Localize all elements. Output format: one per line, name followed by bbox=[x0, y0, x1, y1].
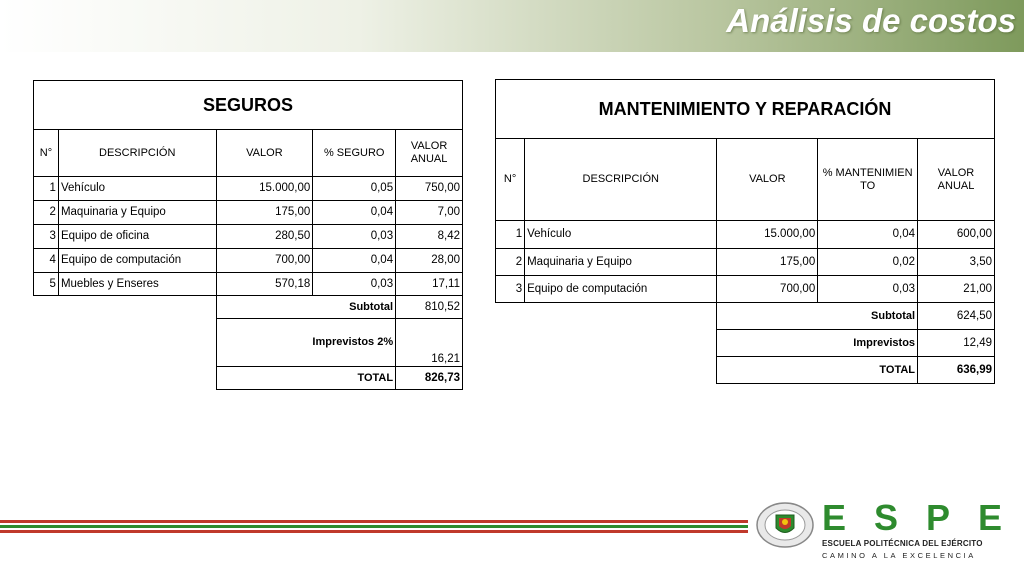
table-row bbox=[34, 273, 463, 296]
page-title: Análisis de costos bbox=[726, 2, 1016, 39]
row-description: Muebles y Enseres bbox=[58, 273, 216, 296]
total-row bbox=[34, 367, 463, 390]
seguros-header-valor: VALOR bbox=[216, 130, 313, 177]
row-number: 1 bbox=[496, 221, 525, 249]
row-percent: 0,04 bbox=[313, 249, 396, 273]
footer-stripes bbox=[0, 520, 748, 536]
row-number: 1 bbox=[34, 177, 59, 201]
footer-stripe-green bbox=[0, 525, 748, 528]
table-row bbox=[496, 221, 995, 249]
total-label: TOTAL bbox=[216, 367, 396, 390]
row-description: Equipo de computación bbox=[525, 276, 717, 303]
row-number: 4 bbox=[34, 249, 59, 273]
table-row bbox=[34, 225, 463, 249]
row-number: 3 bbox=[34, 225, 59, 249]
row-percent: 0,03 bbox=[313, 225, 396, 249]
espe-letter-e-last: E bbox=[977, 497, 1002, 538]
row-annual: 17,11 bbox=[396, 273, 463, 296]
row-description: Vehículo bbox=[525, 221, 717, 249]
total-row bbox=[496, 357, 995, 384]
row-description: Maquinaria y Equipo bbox=[58, 201, 216, 225]
row-percent: 0,03 bbox=[313, 273, 396, 296]
footer-stripe-red-lower bbox=[0, 530, 748, 533]
subtotal-label: Subtotal bbox=[216, 296, 396, 319]
row-value: 15.000,00 bbox=[216, 177, 313, 201]
row-annual: 21,00 bbox=[918, 276, 995, 303]
row-annual: 7,00 bbox=[396, 201, 463, 225]
row-percent: 0,04 bbox=[313, 201, 396, 225]
footer-stripe-red bbox=[0, 520, 748, 523]
subtotal-value: 810,52 bbox=[396, 296, 463, 319]
imprevistos-value: 16,21 bbox=[396, 319, 463, 367]
mantenimiento-header-pct: % MANTENIMIENTO bbox=[818, 139, 918, 221]
row-value: 15.000,00 bbox=[717, 221, 818, 249]
mantenimiento-header-descripcion: DESCRIPCIÓN bbox=[525, 139, 717, 221]
seguros-header-pct: % SEGURO bbox=[313, 130, 396, 177]
seguros-header-descripcion: DESCRIPCIÓN bbox=[58, 130, 216, 177]
table-row bbox=[496, 276, 995, 303]
espe-letter-p: P bbox=[925, 497, 950, 538]
row-percent: 0,03 bbox=[818, 276, 918, 303]
subtotal-row bbox=[34, 296, 463, 319]
school-name: ESCUELA POLITÉCNICA DEL EJÉRCITO bbox=[822, 539, 983, 548]
espe-seal-logo bbox=[756, 502, 814, 548]
mantenimiento-caption: MANTENIMIENTO Y REPARACIÓN bbox=[496, 80, 995, 139]
row-annual: 3,50 bbox=[918, 249, 995, 276]
table-row bbox=[34, 249, 463, 273]
imprevistos-label: Imprevistos 2% bbox=[216, 319, 396, 367]
row-number: 2 bbox=[496, 249, 525, 276]
row-annual: 750,00 bbox=[396, 177, 463, 201]
row-value: 700,00 bbox=[216, 249, 313, 273]
table-row bbox=[34, 177, 463, 201]
subtotal-label: Subtotal bbox=[717, 303, 918, 330]
row-annual: 600,00 bbox=[918, 221, 995, 249]
row-value: 280,50 bbox=[216, 225, 313, 249]
row-value: 175,00 bbox=[717, 249, 818, 276]
imprevistos-value: 12,49 bbox=[918, 330, 995, 357]
row-description: Maquinaria y Equipo bbox=[525, 249, 717, 276]
table-row bbox=[496, 249, 995, 276]
espe-wordmark bbox=[822, 497, 1002, 538]
row-percent: 0,04 bbox=[818, 221, 918, 249]
row-description: Equipo de oficina bbox=[58, 225, 216, 249]
row-value: 570,18 bbox=[216, 273, 313, 296]
mantenimiento-header-anual: VALOR ANUAL bbox=[918, 139, 995, 221]
imprevistos-row bbox=[496, 330, 995, 357]
subtotal-value: 624,50 bbox=[918, 303, 995, 330]
seguros-header-n: N° bbox=[34, 130, 59, 177]
row-number: 5 bbox=[34, 273, 59, 296]
row-percent: 0,02 bbox=[818, 249, 918, 276]
row-number: 2 bbox=[34, 201, 59, 225]
imprevistos-row bbox=[34, 319, 463, 367]
seguros-header-anual: VALOR ANUAL bbox=[396, 130, 463, 177]
total-value: 826,73 bbox=[396, 367, 463, 390]
mantenimiento-table bbox=[495, 79, 995, 384]
mantenimiento-header-valor: VALOR bbox=[717, 139, 818, 221]
imprevistos-label: Imprevistos bbox=[717, 330, 918, 357]
seguros-caption: SEGUROS bbox=[34, 81, 463, 130]
espe-letter-e: E bbox=[822, 497, 847, 538]
table-row bbox=[34, 201, 463, 225]
seguros-table bbox=[33, 80, 463, 390]
row-description: Equipo de computación bbox=[58, 249, 216, 273]
row-description: Vehículo bbox=[58, 177, 216, 201]
row-percent: 0,05 bbox=[313, 177, 396, 201]
row-number: 3 bbox=[496, 276, 525, 303]
total-label: TOTAL bbox=[717, 357, 918, 384]
row-value: 700,00 bbox=[717, 276, 818, 303]
row-value: 175,00 bbox=[216, 201, 313, 225]
subtotal-row bbox=[496, 303, 995, 330]
espe-letter-s: S bbox=[873, 497, 898, 538]
row-annual: 28,00 bbox=[396, 249, 463, 273]
mantenimiento-header-n: N° bbox=[496, 139, 525, 221]
row-annual: 8,42 bbox=[396, 225, 463, 249]
school-slogan: CAMINO A LA EXCELENCIA bbox=[822, 551, 976, 560]
total-value: 636,99 bbox=[918, 357, 995, 384]
